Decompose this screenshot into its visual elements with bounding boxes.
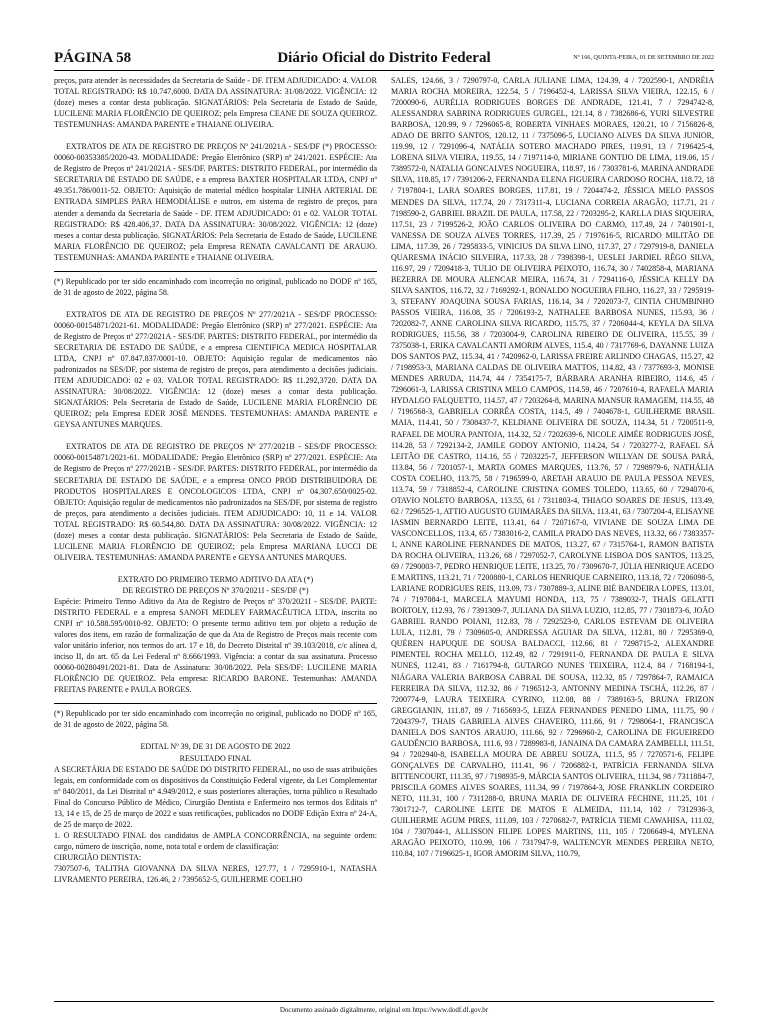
divider <box>54 271 377 272</box>
paragraph: A SECRETÁRIA DE ESTADO DE SAÚDE DO DISTRITO FEDERAL, no uso de suas atribuições legais, em conformidade com os dispositivos da Constituição Federal vigente, da Lei Complementar nº 840/2011, da Lei Distrital nº 4.949/2012, e suas posteriores alterações, torna público o Resultado Final do Concurso Público de Médico, Cirurgião Dentista e Enfermeiro nos termos dos Editais nº 13, 14 e 15, de 25 de março de 2022 e suas retificações, publicados no DODF Edição Extra nº 24-A, de 25 de março de 2022. <box>54 764 377 829</box>
footer-text: Documento assinado digitalmente, original em https://www.dodf.df.gov.br <box>279 1006 489 1014</box>
paragraph: 7307507-6, TALITHA GIOVANNA DA SILVA NERES, 127.77, 1 / 7295910-1, NATASHA LIVRAMENTO PEREIRA, 126.46, 2 / 7395652-5, GUILHERME COELHO <box>54 864 377 885</box>
paragraph: preços, para atender às necessidades da Secretaria de Saúde - DF. ITEM ADJUDICADO: 4. VALOR TOTAL REGISTRADO: R$ 10.747,6000. DATA DA ASSINATURA: 31/08/2022. VIGÊNCIA: 12 (doze) meses a contar desta publicação. SIGNATÁRIOS: Pela Secretaria de Estado de Saúde, LUCILENE MARIA FLORÊNCIO DE QUEIROZ; pela Empresa CEANE DE SOUZA QUEIROZ. TESTEMUNHAS: AMANDA PARENTE e THAIANE OLIVEIRA. <box>54 76 377 130</box>
divider <box>54 703 377 704</box>
paragraph: EXTRATOS DE ATA DE REGISTRO DE PREÇOS Nº 277/2021B - SES/DF PROCESSO: 00060-00154871/2021-61. MODALIDADE: Pregão Eletrônico (SRP) nº 277/2021. ESPÉCIE: Ata de Registro de Preços nº 277/2021B - SES/DF. PARTES: DISTRITO FEDERAL, por intermédio da SECRETARIA DE ESTADO DE SAÚDE, e a empresa ONCO PROD DISTRIBUIDORA DE PRODUTOS HOSPITALARES E ONCOLOGICOS LTDA, CNPJ nº 04.307.650/0025-02. OBJETO: Aquisição regular de medicamentos não padronizados na SES/DF, por sistema de registro de preços, para atendimento a decisões judiciais. ITEM ADJUDICADO: 10, 11 e 14. VALOR TOTAL REGISTRADO: R$ 60.544,80. DATA DA ASSINATURA: 30/08/2022. VIGÊNCIA: 12 (doze) meses a contar desta publicação. SIGNATÁRIOS: Pela Secretaria de Estado de Saúde, LUCILENE MARIA FLORÊNCIO DE QUEIROZ; pela Empresa MARIANA LUCCI DE OLIVEIRA. TESTEMUNHAS: AMANDA PARENTE e GEYSA ANTUNES MARQUES. <box>54 442 377 562</box>
edition-info: Nº 166, QUINTA-FEIRA, 01 DE SETEMBRO DE 2022 <box>573 54 714 61</box>
paragraph: EXTRATOS DE ATA DE REGISTRO DE PREÇOS Nº 241/2021A - SES/DF (*) PROCESSO: 00060-00353385/2020-43. MODALIDADE: Pregão Eletrônico (SRP) nº 241/2021. ESPÉCIE: Ata de Registro de Preços nº 241/2021A - SES/DF. PARTES: DISTRITO FEDERAL, por intermédio da SECRETARIA DE ESTADO DE SAÚDE, e a empresa BAXTER HOSPITALAR LTDA, CNPJ nº 49.351.786/0011-52. OBJETO: Aquisição de material médico hospitalar LINHA ARTERIAL DE ENTRADA SIMPLES PARA HEMODIÁLISE e outros, em sistema de registro de preços, para atender a demanda da Secretaria de Saúde - DF. ITEM ADJUDICADO: 01 e 02. VALOR TOTAL REGISTRADO: R$ 428.406,37. DATA DA ASSINATURA: 30/08/2022. VIGÊNCIA: 12 (doze) meses a contar desta publicação. SIGNATÁRIOS: Pela Secretaria de Estado de Saúde, LUCILENE MARIA FLORÊNCIO DE QUEIROZ; pela Empresa RENATA CAVALCANTI DE ARAUJO. TESTEMUNHAS: AMANDA PARENTE e THAIANE OLIVEIRA. <box>54 142 377 262</box>
section-heading: EXTRATO DO PRIMEIRO TERMO ADITIVO DA ATA (*) <box>117 574 314 584</box>
candidate-list: SALES, 124.66, 3 / 7290797-0, CARLA JULIANE LIMA, 124.39, 4 / 7202590-1, ANDRÉIA MARIA ROCHA MOREIRA, 122.54, 5 / 7196452-4, LARISSA SILVA VIEIRA, 122.15, 6 / 7200090-6, AURÉLIA RODRIGUES BORGES DE ANDRADE, 121.41, 7 / 7294742-8, ALESSANDRA SABRINA RODRIGUES GURGEL, 121.14, 8 / 7382686-6, YURI SILVESTRE BARBOSA, 120.99, 9 / 7296065-8, ROBERTA VINHAES MORAES, 120.21, 10 / 7156826-8, ADAO DE BRITO SANTOS, 120.12, 11 / 7375096-5, LUCIANO ALVES DA SILVA JUNIOR, 119.99, 12 / 7291096-4, NATÁLIA SOTERO MACHADO PIRES, 119.91, 13 / 7196425-4, LORENA SILVA VIEIRA, 119.55, 14 / 7197114-0, MIRIANE GONTIJO DE LIMA, 119.06, 15 / 7389572-0, NATALIA GONCALVES NOGUEIRA, 118.97, 16 / 7303781-6, MARINA ANDRADE SILVA, 118.85, 17 / 7391206-2, FERNANDA ELENA FIGUEIRA CARDOSO ROCHA, 118.72, 18 / 7197804-1, LARA SOARES BORGES, 117.81, 19 / 7204474-2, JÉSSICA MELO PASSOS MENDES DA SILVA, 117.74, 20 / 7317311-4, LUCIANA CORREIA ARAGÃO, 117.71, 21 / 7198590-2, GABRIEL BRAZIL DE PAULA, 117.58, 22 / 7203295-2, KARLLA DIAS SIQUEIRA, 117.51, 23 / 7199526-2, JOÃO CARLOS OLIVEIRA DO CARMO, 117.49, 24 / 7401901-1, VANESSA DE SOUZA ALVES TORRES, 117.39, 25 / 7197616-5, RICARDO MILITÃO DE LIMA, 117.39, 26 / 7295833-5, VINICIUS DA SILVA LINO, 117.37, 27 / 7297919-8, DANIELA QUARESMA INÁCIO SILVEIRA, 117.33, 28 / 7398398-1, UESLEI JARDIEL RÊGO SILVA, 116.97, 29 / 7209418-3, TULIO DE OLIVEIRA PEIXOTO, 116.74, 30 / 7402858-4, MARIANA BEZERRA DE MOURA ALENCAR MEIRA, 116.74, 31 / 7294116-0, JÉSSICA KELLY DA SILVA SANTOS, 116.72, 32 / 7169292-1, RONALDO NOGUEIRA FILHO, 116.27, 33 / 7295919-3, STEFANY JOAQUINA SOUSA FARIAS, 116.14, 34 / 7202073-7, CINTIA CHUMBINHO PASSOS VIEIRA, 116.08, 35 / 7206193-2, NATHALEE BARBOSA NUNES, 115.93, 36 / 7202082-7, ANNE CAROLINA SILVA RICARDO, 115.75, 37 / 7206044-4, KEYLA DA SILVA RODRIGUES, 115.56, 38 / 7203004-9, CAROLINA RIBEIRO DE OLIVEIRA, 115.55, 39 / 7375038-1, ERIKA CAVALCANTI AMORIM ALVES, 115.4, 40 / 7317769-6, DAYANNE LUIZA DOS SANTOS PAZ, 115.34, 41 / 7420962-0, LARISSA FREIRE ARLINDO CHAGAS, 115.27, 42 / 7198953-3, MARIANA CALDAS DE OLIVEIRA MATTOS, 114.82, 43 / 7377693-3, MONISE MENDES ARRUDA, 114.74, 44 / 7354175-7, BÁRBARA ARANHA RIBEIRO, 114.6, 45 / 7296061-3, LARISSA CRISTINA MELO CAMPOS, 114.59, 46 / 7207610-4, RAFAELA MARIA HYDALGO FALQUETTO, 114.57, 47 / 7203264-8, MARINA MANSUR RAMAGEM, 114.55, 48 / 7196568-3, GABRIELA CORRÊA COSTA, 114.5, 49 / 7404678-1, GUILHERME BRASIL MAIA, 114.41, 50 / 7308437-7, KELDIANE OLIVEIRA DE SOUZA, 114.34, 51 / 7200511-9, RAFAEL DE MOURA PANTOJA, 114.32, 52 / 7202639-6, NICOLE AIMÉE RODRIGUES JOSÉ, 114.28, 53 / 7292134-2, JAMILE GODOY ANTONIO, 114.24, 54 / 7203277-2, RAFAEL SÁ LEITÃO DE CASTRO, 114.16, 55 / 7203225-7, JEFFERSON WILLYAN DE SOUSA PARÁ, 113.84, 56 / 7201057-1, MARTA GOMES MARQUES, 113.76, 57 / 7298979-6, NATHÁLIA COSTA COELHO, 113.75, 58 / 7196599-0, ARETAH ARAUJO DE PAULA PESSOA NEVES, 113.74, 59 / 7318852-4, CAROLINE CRISTINA GOMES TOLEDO, 113.65, 60 / 7294070-6, OTAVIO NOLETO BARBOSA, 113.55, 61 / 7311803-4, THIAGO SOARES DE JESUS, 113.49, 62 / 7296525-1, ATTIO AUGUSTO GUIMARÃES DA SILVA, 113.41, 63 / 7307204-4, ELISAYNE IASMIN BERNARDO LEITE, 113.41, 64 / 7207167-0, VIVIANE DE SOUZA LIMA DE VASCONCELLOS, 113.4, 65 / 7383016-2, CAMILA PRADO DAS NEVES, 113.32, 66 / 7383357-1, ANNE KAROLINE FERNANDES DE MATOS, 113.27, 67 / 7315764-1, RAMON BATISTA DA ROCHA OLIVEIRA, 113.26, 68 / 7297052-7, CAROLYNE LISBOA DOS SANTOS, 113.25, 69 / 7290003-7, PEDRO HENRIQUE LEITE, 113.25, 70 / 7309670-7, JÚLIA HENRIQUE ACEDO E MARTINS, 113.21, 71 / 7200880-1, CARLOS HENRIQUE CARNEIRO, 113.18, 72 / 7206098-5, LARIANE RODRIGUES REIS, 113.09, 73 / 7307889-3, ALINE BIÉ BANDEIRA LOPES, 113.01, 74 / 7197084-1, MARCELA MAYUMI HONDA, 113, 75 / 7389032-7, THAÍS GELATTI BORTOLY, 112.93, 76 / 7391309-7, JULIANA DA SILVA LUZIO, 112.85, 77 / 7301873-6, JOÃO GABRIEL RANDO POIANI, 112.83, 78 / 7292523-0, CARLOS ESTEVAM DE OLIVEIRA LULA, 112.81, 79 / 7309605-0, ANDRESSA AGUIAR DA SILVA, 112.81, 80 / 7295369-0, QUÉREN HAPUQUE DE SOUSA BALDACCI, 112.66, 81 / 7298715-2, ALEXANDRE PIMENTEL ROCHA MELLO, 112.49, 82 / 7291911-0, FERNANDA DE PAULA E SILVA NUNES, 112.41, 83 / 7161794-8, GUTARGO NUNES TEIXEIRA, 112.4, 84 / 7168194-1, NIÁGARA VALERIA BARBOSA CABRAL DE SOUSA, 112.32, 85 / 7297864-7, RAMAICA FERREIRA DA SILVA, 112.32, 86 / 7196512-3, ANTONNY MEDINA TSCHÁ, 112.26, 87 / 7200774-9, LAURA TEIXEIRA CYRINO, 112.08, 88 / 7389163-5, BRUNA FRIZON GREGGIANIN, 111.87, 89 / 7165693-5, LEIZA FERNANDES PENEDO LIMA, 111.75, 90 / 7204379-7, THAIS GABRIELA ALVES CHAVEIRO, 111.66, 91 / 7298064-1, FRANCISCA DANIELA DOS SANTOS ARAUJO, 111.66, 92 / 7296960-2, CAROLINA DE FIGUEIREDO GAUDÊNCIO BARBOSA, 111.6, 93 / 7289983-8, JANAINA DA CAMARA ZAMBELLI, 111.51, 94 / 7202940-8, ISABELLA MOURA DE ABREU SOUZA, 111.5, 95 / 7270571-6, FELIPE GONÇALVES DE CARVALHO, 111.41, 96 / 7206882-1, PATRÍCIA FERNANDA SILVA BITTENCOURT, 111.35, 97 / 7198935-9, MÁRCIA SANTOS OLIVEIRA, 111.34, 98 / 7311884-7, PRISCILA GOMES ALVES SOARES, 111.34, 99 / 7197864-3, JOSE FRANKLIN CORDEIRO NETO, 111.31, 100 / 7311288-0, BRUNA MARIA DE OLIVEIRA FECHINE, 111.25, 101 / 7301712-7, CAROLINE LEITE DE MATOS E ALMEIDA, 111.14, 102 / 7312936-3, GUILHERME AGUM PIRES, 111.09, 103 / 7270682-7, PATRÍCIA TIEMI CAWAHISA, 111.02, 104 / 7307044-1, ALLISSON FILIPE LOPES MARTINS, 111, 105 / 7206649-4, MYLENA ARAGÃO PEIXOTO, 110.99, 106 / 7317947-9, WALTENCYR MENDES PEREIRA NETO, 110.84, 107 / 7196625-1, IGOR AMORIM SILVA, 110.79, <box>391 76 714 859</box>
paragraph: Espécie: Primeiro Termo Aditivo da Ata de Registro de Preços nº 370/2021I - SES/DF. PARTE: DISTRITO FEDERAL e a empresa SANOFI MEDLEY FARMACÊUTICA LTDA, inscrita no CNPJ nº 10.588.595/0010-92. OBJETO: O presente termo aditivo tem por objeto a redução de valores dos itens, em razão de formalização de que da Ata de Registro de Preços mais recente com valor unitário inferior, nos termos do art. 17 e 18, do Decreto Distrital nº 39.103/2018, c/c alínea d, inciso II, do art. 65 da Lei Federal nº 8.666/1993. Vigência: a contar da sua assinatura. Processo 00060-00280491/2021-81. Data de Assinatura: 30/08/2022. Pela SES/DF: LUCILENE MARIA FLORÊNCIO DE QUEIROZ. Pela empresa: RICARDO BARONE. Testemunhas: AMANDA FREITAS PARENTE e PAULA BORGES. <box>54 596 377 695</box>
left-column <box>54 75 377 998</box>
page-number: PÁGINA 58 <box>54 50 132 66</box>
section-heading: DE REGISTRO DE PREÇOS Nº 370/2021I - SES/DF (*) <box>122 585 309 595</box>
paragraph: CIRURGIÃO DENTISTA: <box>54 852 142 862</box>
journal-title: Diário Oficial do Distrito Federal <box>277 50 491 66</box>
paragraph: 1. O RESULTADO FINAL dos candidatos de AMPLA CONCORRÊNCIA, na seguinte ordem: cargo, número de inscrição, nome, nota total e ordem de classificação: <box>54 830 377 851</box>
page-header <box>54 50 714 71</box>
right-column <box>391 75 714 998</box>
section-heading: RESULTADO FINAL <box>179 753 252 763</box>
republication-note: (*) Republicado por ter sido encaminhado com incorreção no original, publicado no DODF nº 165, de 31 de agosto de 2022, página 58. <box>54 709 377 730</box>
republication-note: (*) Republicado por ter sido encaminhado com incorreção no original, publicado no DODF nº 165, de 31 de agosto de 2022, página 58. <box>54 276 377 297</box>
page-footer <box>54 1001 714 1018</box>
section-heading: EDITAL Nº 39, DE 31 DE AGOSTO DE 2022 <box>140 742 291 752</box>
paragraph: EXTRATOS DE ATA DE REGISTRO DE PREÇOS Nº 277/2021A - SES/DF PROCESSO: 00060-00154871/2021-61. MODALIDADE: Pregão Eletrônico (SRP) nº 277/2021. ESPÉCIE: Ata de Registro de Preços nº 277/2021A - SES/DF. PARTES: DISTRITO FEDERAL, por intermédio da SECRETARIA DE ESTADO DE SAÚDE, e a empresa CIENTIFICA MEDICA HOSPITALAR LTDA, CNPJ nº 07.847.837/0001-10. OBJETO: Aquisição regular de medicamentos não padronizados na SES/DF, por sistema de registro de preços, para atendimento a decisões judiciais. ITEM ADJUDICADO: 02 e 03. VALOR TOTAL REGISTRADO: R$ 11.292,3720. DATA DA ASSINATURA: 30/08/2022. VIGÊNCIA: 12 (doze) meses a contar desta publicação. SIGNATÁRIOS: Pela Secretaria de Estado de Saúde, LUCILENE MARIA FLORÊNCIO DE QUEIROZ; pela Empresa EDER JOSÉ MENDES. TESTEMUNHAS: AMANDA PARENTE e GEYSA ANTUNES MARQUES. <box>54 309 377 430</box>
